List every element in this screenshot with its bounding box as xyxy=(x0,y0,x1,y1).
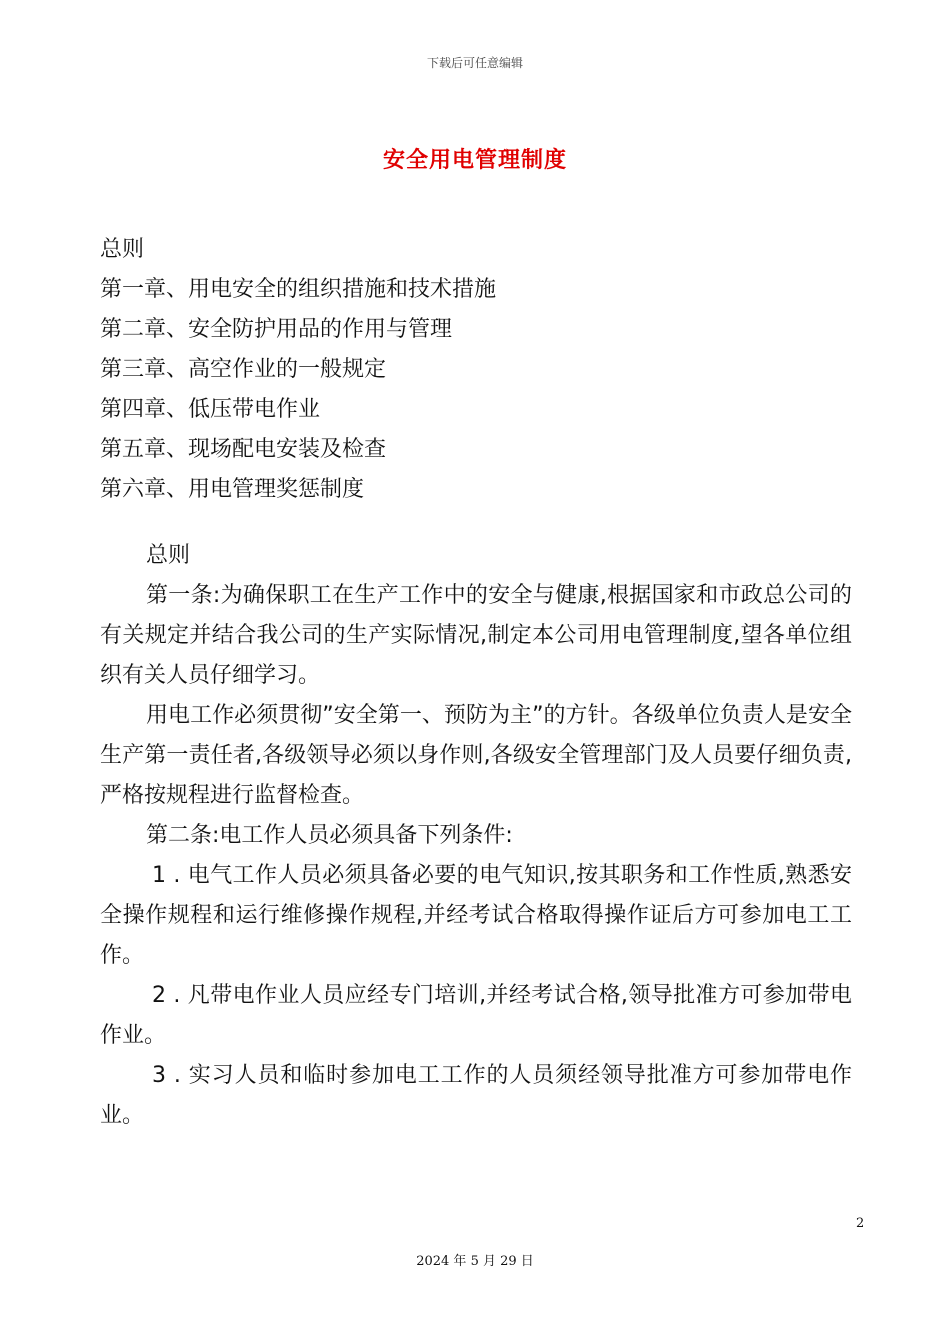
header-note: 下载后可任意编辑 xyxy=(426,56,523,70)
toc-item: 第一章、用电安全的组织措施和技术措施 xyxy=(100,277,497,302)
page-number: 2 xyxy=(856,1216,865,1231)
footer-date: 2024 年 5 月 29 日 xyxy=(416,1254,534,1269)
paragraph-policy: 用电工作必须贯彻”安全第一、预防为主”的方针。各级单位负责人是安全生产第一责任者,各级领导必须以身作则,各级安全管理部门及人员要仔细负责,严格按规程进行监督检查。 xyxy=(100,703,852,808)
article-2: 第二条:电工作人员必须具备下列条件: xyxy=(146,823,513,848)
list-item: 3 . 实习人员和临时参加电工工作的人员须经领导批准方可参加带电作业。 xyxy=(100,1063,852,1128)
section-heading: 总则 xyxy=(146,543,191,568)
document-title: 安全用电管理制度 xyxy=(382,148,567,173)
toc-item: 第四章、低压带电作业 xyxy=(100,397,321,422)
toc-item: 第二章、安全防护用品的作用与管理 xyxy=(100,317,453,342)
toc-item: 第五章、现场配电安装及检查 xyxy=(100,437,387,462)
document-body xyxy=(100,536,852,1136)
list-item: 2 . 凡带电作业人员应经专门培训,并经考试合格,领导批准方可参加带电作业。 xyxy=(100,983,852,1048)
list-item: 1 . 电气工作人员必须具备必要的电气知识,按其职务和工作性质,熟悉安全操作规程和运行维修操作规程,并经考试合格取得操作证后方可参加电工工作。 xyxy=(100,863,852,968)
toc-item: 第六章、用电管理奖惩制度 xyxy=(100,477,365,502)
toc-item: 总则 xyxy=(100,237,145,262)
toc-item: 第三章、高空作业的一般规定 xyxy=(100,357,387,382)
table-of-contents xyxy=(100,230,860,510)
article-1: 第一条:为确保职工在生产工作中的安全与健康,根据国家和市政总公司的有关规定并结合我公司的生产实际情况,制定本公司用电管理制度,望各单位组织有关人员仔细学习。 xyxy=(100,583,852,688)
